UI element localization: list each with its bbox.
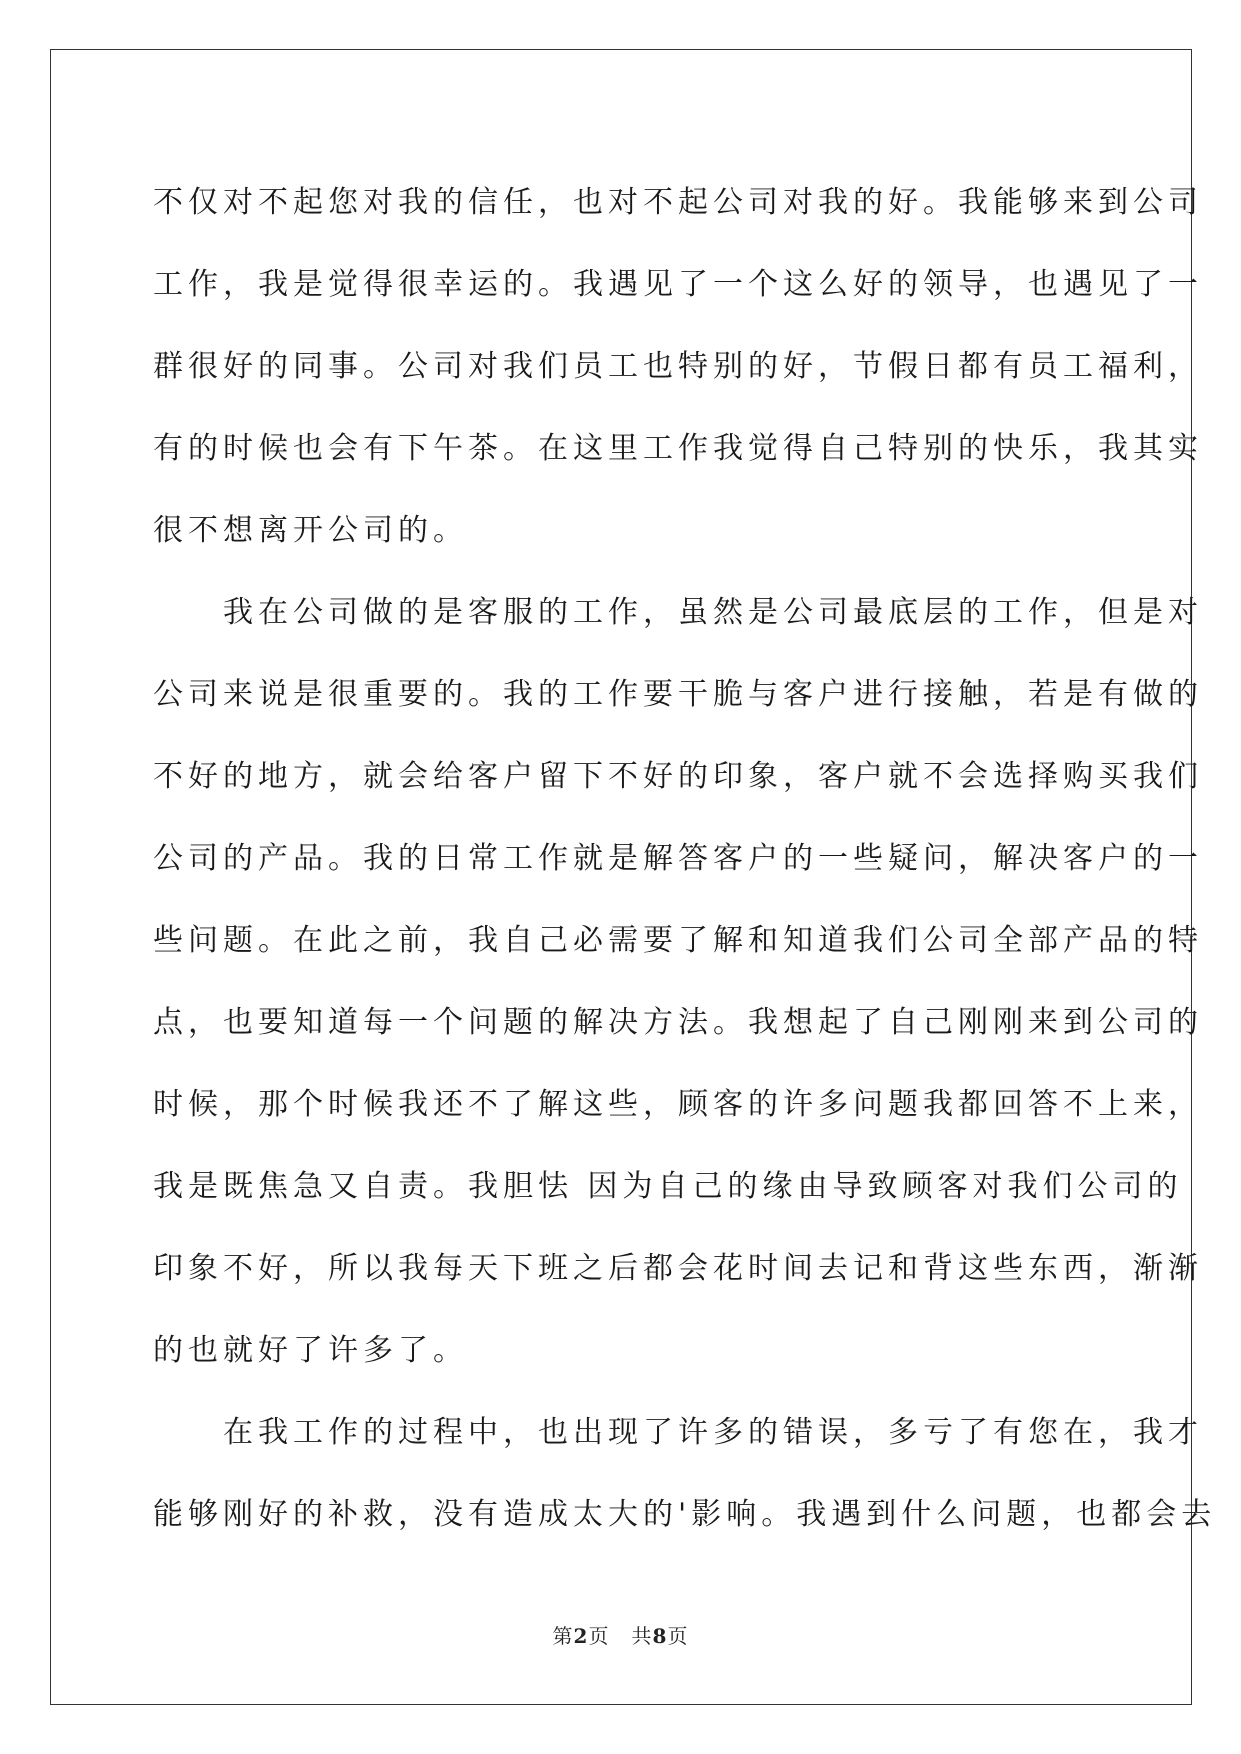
text-line: 公司来说是很重要的。我的工作要干脆与客户进行接触，若是有做的 <box>153 677 1203 712</box>
text-line: 我是既焦急又自责。我胆怯 因为自己的缘由导致顾客对我们公司的 <box>153 1169 1183 1204</box>
page-suffix: 页 <box>588 1624 610 1648</box>
page-prefix: 第 <box>552 1624 574 1648</box>
document-body <box>153 162 1217 1556</box>
current-page-number: 2 <box>573 1624 589 1648</box>
text-line: 点，也要知道每一个问题的解决方法。我想起了自己刚刚来到公司的 <box>153 1005 1203 1040</box>
text-line: 我在公司做的是客服的工作，虽然是公司最底层的工作，但是对 <box>153 595 1203 630</box>
total-prefix: 共 <box>631 1624 653 1648</box>
text-line: 有的时候也会有下午茶。在这里工作我觉得自己特别的快乐，我其实 <box>153 431 1203 466</box>
text-line: 工作，我是觉得很幸运的。我遇见了一个这么好的领导，也遇见了一 <box>153 267 1203 302</box>
text-line: 不仅对不起您对我的信任，也对不起公司对我的好。我能够来到公司 <box>153 185 1203 220</box>
text-line: 很不想离开公司的。 <box>153 513 468 548</box>
text-line: 些问题。在此之前，我自己必需要了解和知道我们公司全部产品的特 <box>153 923 1203 958</box>
paragraph-2 <box>153 572 1203 1392</box>
text-line: 公司的产品。我的日常工作就是解答客户的一些疑问，解决客户的一 <box>153 841 1203 876</box>
total-suffix: 页 <box>667 1624 689 1648</box>
paragraph-3 <box>153 1392 1217 1556</box>
text-line: 的也就好了许多了。 <box>153 1333 468 1368</box>
total-page-number: 8 <box>652 1624 668 1648</box>
text-line: 在我工作的过程中，也出现了许多的错误，多亏了有您在，我才 <box>153 1415 1203 1450</box>
text-line: 不好的地方，就会给客户留下不好的印象，客户就不会选择购买我们 <box>153 759 1203 794</box>
text-line: 能够刚好的补救，没有造成太大的'影响。我遇到什么问题，也都会去 <box>153 1497 1217 1532</box>
paragraph-1 <box>153 162 1203 572</box>
text-line: 时候，那个时候我还不了解这些，顾客的许多问题我都回答不上来， <box>153 1087 1203 1122</box>
text-line: 群很好的同事。公司对我们员工也特别的好，节假日都有员工福利， <box>153 349 1203 384</box>
page-footer <box>0 1620 1241 1649</box>
text-line: 印象不好，所以我每天下班之后都会花时间去记和背这些东西，渐渐 <box>153 1251 1203 1286</box>
